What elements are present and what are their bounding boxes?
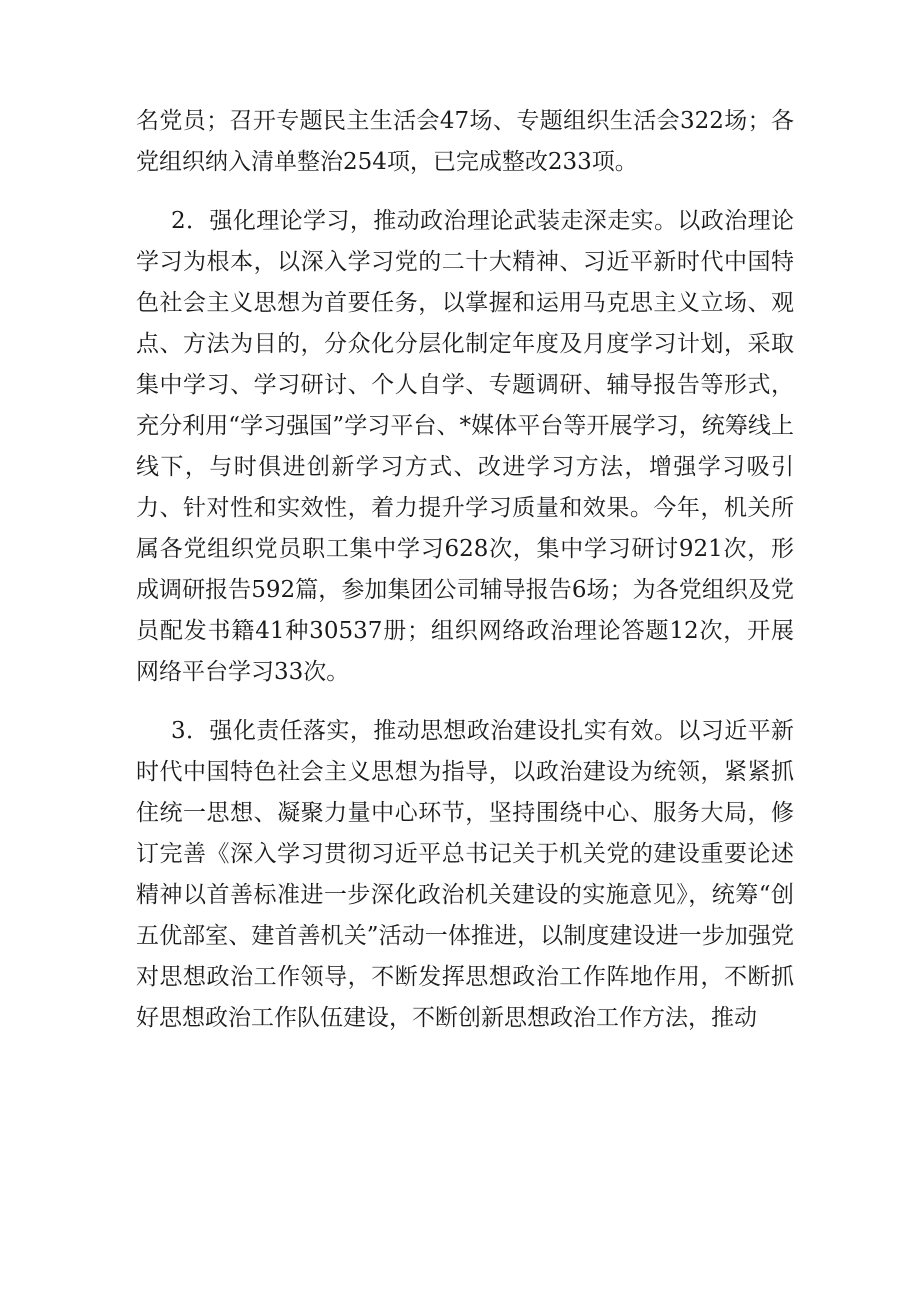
paragraph-theory-study: 2．强化理论学习，推动政治理论武装走深走实。以政治理论学习为根本，以深入学习党的二十大精神、习近平新时代中国特色社会主义思想为首要任务，以掌握和运用马克思主义立场、观点、方法为目的，分众化分层化制定年度及月度学习计划，采取集中学习、学习研讨、个人自学、专题调研、辅导报告等形式，充分利用“学习强国”学习平台、*媒体平台等开展学习，统筹线上线下，与时俱进创新学习方式、改进学习方法，增强学习吸引力、针对性和实效性，着力提升学习质量和效果。今年，机关所属各党组织党员职工集中学习628次，集中学习研讨921次，形成调研报告592篇，参加集团公司辅导报告6场；为各党组织及党员配发书籍41种30537册；组织网络政治理论答题12次，开展网络平台学习33次。 [136, 208, 794, 685]
paragraph-responsibility: 3．强化责任落实，推动思想政治建设扎实有效。以习近平新时代中国特色社会主义思想为指导，以政治建设为统领，紧紧抓住统一思想、凝聚力量中心环节，坚持围绕中心、服务大局，修订完善《深入学习贯彻习近平总书记关于机关党的建设重要论述精神以首善标准进一步深化政治机关建设的实施意见》，统筹“创五优部室、建首善机关”活动一体推进，以制度建设进一步加强党对思想政治工作领导，不断发挥思想政治工作阵地作用，不断抓好思想政治工作队伍建设，不断创新思想政治工作方法，推动 [136, 718, 794, 1031]
document-body [136, 101, 794, 1039]
paragraph-continuation: 名党员；召开专题民主生活会47场、专题组织生活会322场；各党组织纳入清单整治254项，已完成整改233项。 [136, 108, 794, 175]
